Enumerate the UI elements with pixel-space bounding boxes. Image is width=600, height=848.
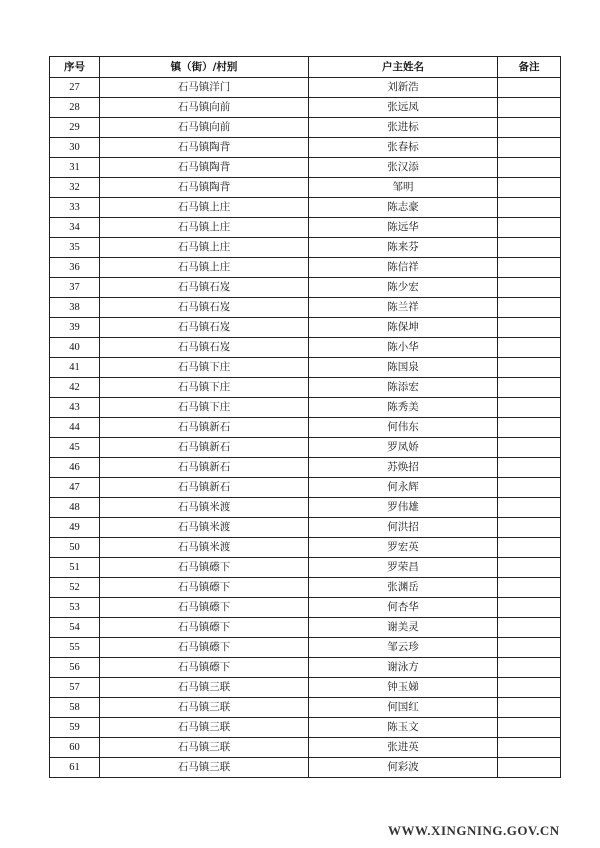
cell-serial-number: 42	[50, 378, 100, 398]
header-town-village: 镇（街）/村别	[100, 57, 309, 78]
cell-serial-number: 48	[50, 498, 100, 518]
cell-town-village: 石马镇礤下	[100, 578, 309, 598]
table-row	[50, 598, 561, 618]
cell-town-village: 石马镇三联	[100, 678, 309, 698]
table-row	[50, 518, 561, 538]
cell-town-village: 石马镇新石	[100, 438, 309, 458]
cell-serial-number: 49	[50, 518, 100, 538]
cell-serial-number: 38	[50, 298, 100, 318]
cell-serial-number: 44	[50, 418, 100, 438]
cell-town-village: 石马镇新石	[100, 478, 309, 498]
cell-householder-name: 陈少宏	[309, 278, 498, 298]
cell-remarks	[498, 198, 561, 218]
cell-serial-number: 61	[50, 758, 100, 778]
table-row	[50, 698, 561, 718]
table-row	[50, 578, 561, 598]
cell-householder-name: 陈玉文	[309, 718, 498, 738]
cell-householder-name: 张汉添	[309, 158, 498, 178]
table-row	[50, 718, 561, 738]
cell-serial-number: 51	[50, 558, 100, 578]
cell-remarks	[498, 678, 561, 698]
cell-town-village: 石马镇石岌	[100, 278, 309, 298]
cell-householder-name: 谢美灵	[309, 618, 498, 638]
cell-serial-number: 41	[50, 358, 100, 378]
cell-serial-number: 50	[50, 538, 100, 558]
cell-remarks	[498, 478, 561, 498]
cell-remarks	[498, 218, 561, 238]
table-row	[50, 458, 561, 478]
household-table	[49, 56, 561, 778]
cell-remarks	[498, 378, 561, 398]
header-remarks: 备注	[498, 57, 561, 78]
cell-householder-name: 罗凤娇	[309, 438, 498, 458]
cell-householder-name: 罗伟雄	[309, 498, 498, 518]
cell-town-village: 石马镇礤下	[100, 638, 309, 658]
cell-town-village: 石马镇石岌	[100, 318, 309, 338]
cell-serial-number: 59	[50, 718, 100, 738]
cell-householder-name: 刘新浩	[309, 78, 498, 98]
cell-remarks	[498, 738, 561, 758]
table-row	[50, 758, 561, 778]
cell-serial-number: 55	[50, 638, 100, 658]
cell-town-village: 石马镇新石	[100, 458, 309, 478]
cell-town-village: 石马镇米渡	[100, 498, 309, 518]
cell-remarks	[498, 638, 561, 658]
cell-serial-number: 32	[50, 178, 100, 198]
table-row	[50, 618, 561, 638]
cell-remarks	[498, 178, 561, 198]
table-row	[50, 478, 561, 498]
cell-householder-name: 何永辉	[309, 478, 498, 498]
cell-town-village: 石马镇礤下	[100, 658, 309, 678]
cell-serial-number: 30	[50, 138, 100, 158]
table-row	[50, 138, 561, 158]
cell-householder-name: 陈信祥	[309, 258, 498, 278]
cell-remarks	[498, 138, 561, 158]
cell-householder-name: 陈兰祥	[309, 298, 498, 318]
cell-serial-number: 34	[50, 218, 100, 238]
cell-remarks	[498, 278, 561, 298]
cell-serial-number: 33	[50, 198, 100, 218]
cell-town-village: 石马镇礤下	[100, 558, 309, 578]
table-row	[50, 118, 561, 138]
cell-householder-name: 罗宏英	[309, 538, 498, 558]
cell-remarks	[498, 518, 561, 538]
cell-remarks	[498, 658, 561, 678]
cell-town-village: 石马镇向前	[100, 98, 309, 118]
table-row	[50, 498, 561, 518]
cell-serial-number: 35	[50, 238, 100, 258]
table-row	[50, 178, 561, 198]
cell-serial-number: 53	[50, 598, 100, 618]
cell-town-village: 石马镇下庄	[100, 398, 309, 418]
cell-serial-number: 46	[50, 458, 100, 478]
cell-remarks	[498, 238, 561, 258]
table-row	[50, 378, 561, 398]
cell-serial-number: 43	[50, 398, 100, 418]
cell-town-village: 石马镇下庄	[100, 378, 309, 398]
table-row	[50, 398, 561, 418]
cell-remarks	[498, 578, 561, 598]
cell-serial-number: 52	[50, 578, 100, 598]
cell-serial-number: 37	[50, 278, 100, 298]
cell-town-village: 石马镇礤下	[100, 598, 309, 618]
cell-householder-name: 苏焕招	[309, 458, 498, 478]
table-row	[50, 78, 561, 98]
cell-serial-number: 56	[50, 658, 100, 678]
cell-town-village: 石马镇三联	[100, 758, 309, 778]
cell-town-village: 石马镇上庄	[100, 258, 309, 278]
cell-remarks	[498, 418, 561, 438]
cell-remarks	[498, 618, 561, 638]
cell-serial-number: 27	[50, 78, 100, 98]
table-row	[50, 418, 561, 438]
cell-householder-name: 张进英	[309, 738, 498, 758]
cell-householder-name: 邹明	[309, 178, 498, 198]
cell-town-village: 石马镇上庄	[100, 238, 309, 258]
cell-serial-number: 40	[50, 338, 100, 358]
cell-town-village: 石马镇三联	[100, 718, 309, 738]
cell-remarks	[498, 298, 561, 318]
cell-householder-name: 张远凤	[309, 98, 498, 118]
cell-town-village: 石马镇上庄	[100, 198, 309, 218]
cell-householder-name: 陈志豪	[309, 198, 498, 218]
cell-remarks	[498, 698, 561, 718]
cell-town-village: 石马镇石岌	[100, 298, 309, 318]
table-row	[50, 338, 561, 358]
table-row	[50, 658, 561, 678]
cell-town-village: 石马镇米渡	[100, 518, 309, 538]
table-row	[50, 638, 561, 658]
table-row	[50, 438, 561, 458]
cell-remarks	[498, 338, 561, 358]
cell-serial-number: 36	[50, 258, 100, 278]
table-row	[50, 738, 561, 758]
cell-householder-name: 何杏华	[309, 598, 498, 618]
cell-householder-name: 罗荣昌	[309, 558, 498, 578]
table-row	[50, 678, 561, 698]
cell-town-village: 石马镇石岌	[100, 338, 309, 358]
table-body	[50, 78, 561, 778]
table-row	[50, 278, 561, 298]
cell-town-village: 石马镇陶背	[100, 178, 309, 198]
cell-remarks	[498, 718, 561, 738]
cell-remarks	[498, 598, 561, 618]
cell-householder-name: 陈来芬	[309, 238, 498, 258]
cell-town-village: 石马镇礤下	[100, 618, 309, 638]
cell-householder-name: 何伟东	[309, 418, 498, 438]
cell-remarks	[498, 758, 561, 778]
table-row	[50, 298, 561, 318]
cell-householder-name: 张进标	[309, 118, 498, 138]
cell-householder-name: 陈小华	[309, 338, 498, 358]
cell-householder-name: 何国红	[309, 698, 498, 718]
cell-town-village: 石马镇洋门	[100, 78, 309, 98]
cell-remarks	[498, 458, 561, 478]
table-row	[50, 538, 561, 558]
table-row	[50, 218, 561, 238]
cell-town-village: 石马镇下庄	[100, 358, 309, 378]
cell-serial-number: 57	[50, 678, 100, 698]
table-row	[50, 358, 561, 378]
cell-remarks	[498, 538, 561, 558]
table-row	[50, 558, 561, 578]
header-householder-name: 户主姓名	[309, 57, 498, 78]
cell-remarks	[498, 558, 561, 578]
cell-householder-name: 钟玉娣	[309, 678, 498, 698]
header-serial-number: 序号	[50, 57, 100, 78]
cell-serial-number: 29	[50, 118, 100, 138]
cell-remarks	[498, 158, 561, 178]
cell-remarks	[498, 318, 561, 338]
cell-town-village: 石马镇上庄	[100, 218, 309, 238]
cell-remarks	[498, 98, 561, 118]
cell-householder-name: 陈添宏	[309, 378, 498, 398]
cell-remarks	[498, 398, 561, 418]
cell-town-village: 石马镇三联	[100, 698, 309, 718]
table-row	[50, 258, 561, 278]
cell-householder-name: 邹云珍	[309, 638, 498, 658]
cell-town-village: 石马镇陶背	[100, 138, 309, 158]
cell-serial-number: 58	[50, 698, 100, 718]
cell-serial-number: 31	[50, 158, 100, 178]
cell-serial-number: 54	[50, 618, 100, 638]
cell-householder-name: 陈远华	[309, 218, 498, 238]
cell-householder-name: 谢泳方	[309, 658, 498, 678]
cell-householder-name: 陈秀美	[309, 398, 498, 418]
cell-serial-number: 28	[50, 98, 100, 118]
cell-householder-name: 张渊岳	[309, 578, 498, 598]
cell-householder-name: 陈国泉	[309, 358, 498, 378]
cell-remarks	[498, 358, 561, 378]
table-row	[50, 238, 561, 258]
cell-remarks	[498, 118, 561, 138]
cell-remarks	[498, 78, 561, 98]
cell-serial-number: 60	[50, 738, 100, 758]
table-row	[50, 158, 561, 178]
cell-serial-number: 45	[50, 438, 100, 458]
cell-town-village: 石马镇向前	[100, 118, 309, 138]
cell-remarks	[498, 258, 561, 278]
cell-town-village: 石马镇三联	[100, 738, 309, 758]
cell-householder-name: 陈保坤	[309, 318, 498, 338]
cell-serial-number: 39	[50, 318, 100, 338]
cell-town-village: 石马镇新石	[100, 418, 309, 438]
website-watermark: WWW.XINGNING.GOV.CN	[388, 823, 560, 838]
table-row	[50, 98, 561, 118]
cell-remarks	[498, 438, 561, 458]
cell-remarks	[498, 498, 561, 518]
cell-householder-name: 何彩波	[309, 758, 498, 778]
cell-serial-number: 47	[50, 478, 100, 498]
cell-town-village: 石马镇陶背	[100, 158, 309, 178]
cell-householder-name: 何洪招	[309, 518, 498, 538]
table-row	[50, 198, 561, 218]
cell-householder-name: 张春标	[309, 138, 498, 158]
cell-town-village: 石马镇米渡	[100, 538, 309, 558]
table-header-row	[50, 57, 561, 78]
table-row	[50, 318, 561, 338]
